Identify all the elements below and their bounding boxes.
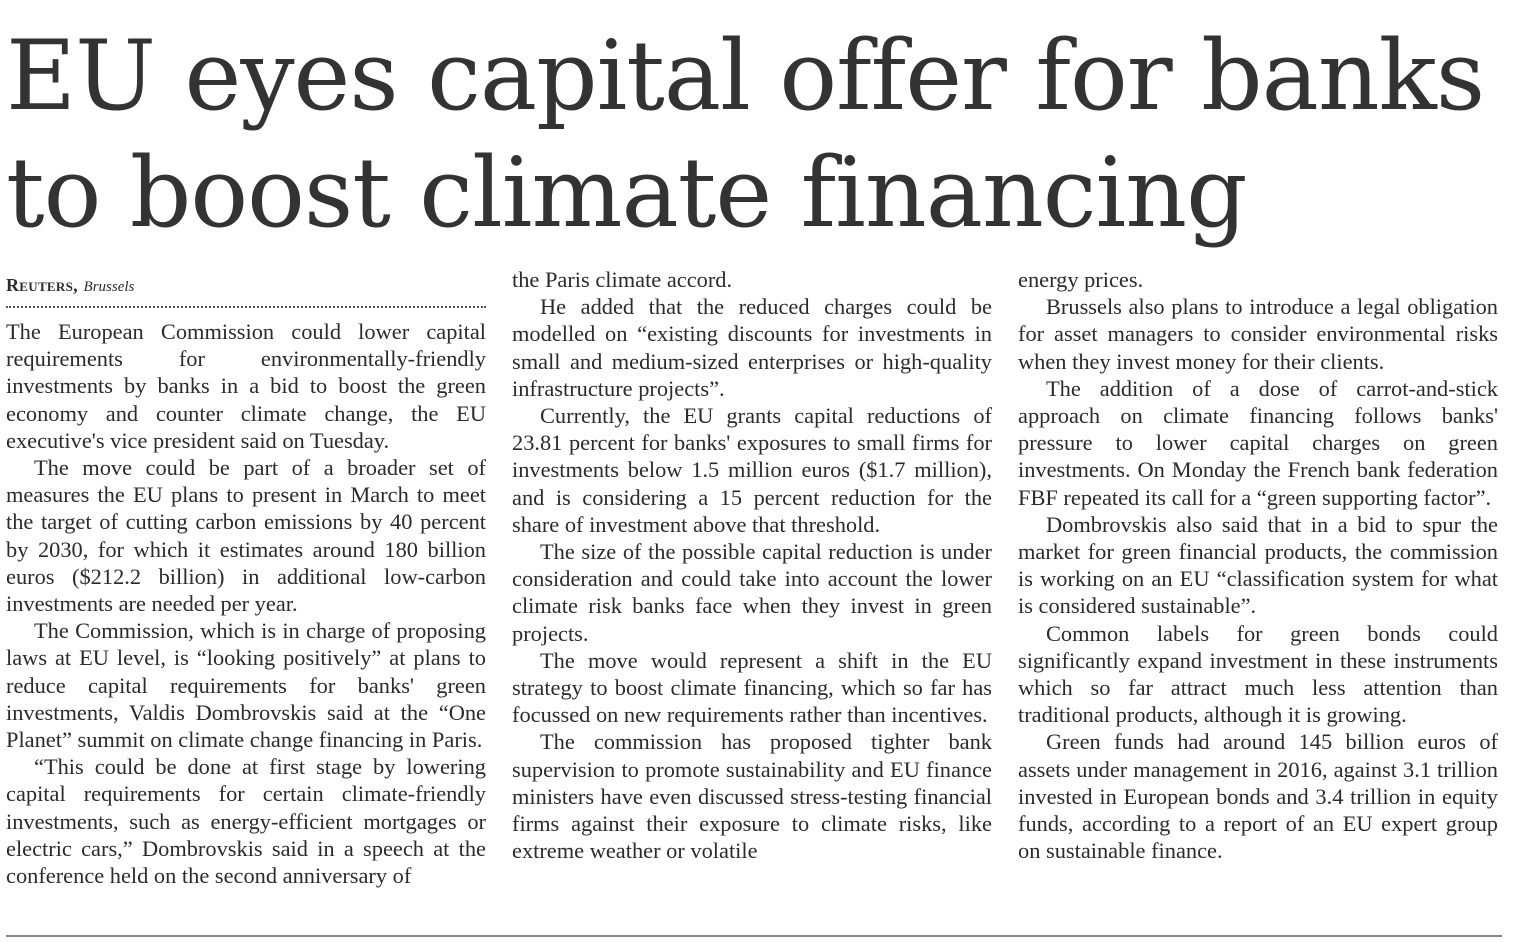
byline [6, 266, 486, 298]
byline-agency: Reuters, [6, 275, 78, 295]
paragraph-continuation: energy prices. [1018, 267, 1144, 292]
paragraph: The Commission, which is in charge of proposing laws at EU level, is “looking positively” at plans to reduce capital requirements for banks' green investments, Valdis Dombrovskis said at the “One Planet” summit on climate change financing in Paris. [6, 618, 486, 753]
dotted-divider [6, 306, 486, 308]
paragraph: “This could be done at first stage by lowering capital requirements for certain climate-friendly investments, such as energy-efficient mortgages or electric cars,” Dombrovskis said in a speech at the conference held on the second anniversary of [6, 754, 486, 889]
bottom-divider [6, 935, 1502, 937]
paragraph: The size of the possible capital reduction is under consideration and could take into account the lower climate risk banks face when they invest in green projects. [512, 539, 992, 646]
paragraph: The move could be part of a broader set of measures the EU plans to present in March to meet the target of cutting carbon emissions by 40 percent by 2030, for which it estimates around 180 billion euros ($212.2 billion) in additional low-carbon investments are needed per year. [6, 455, 486, 617]
headline-line-1: EU eyes capital offer for banks [6, 20, 1485, 132]
paragraph: The commission has proposed tighter bank supervision to promote sustainability and EU finance ministers have even discussed stress-testing financial firms against their exposure to climate risks, like extreme weather or volatile [512, 729, 992, 864]
paragraph: Common labels for green bonds could significantly expand investment in these instruments which so far attract much less attention than traditional products, although it is growing. [1018, 620, 1498, 728]
paragraph: Dombrovskis also said that in a bid to spur the market for green financial products, the commission is working on an EU “classification system for what is considered sustainable”. [1018, 511, 1498, 619]
paragraph: The move would represent a shift in the EU strategy to boost climate financing, which so far has focussed on new requirements rather than incentives. [512, 647, 992, 728]
byline-dateline: Brussels [83, 279, 135, 295]
paragraph: He added that the reduced charges could be modelled on “existing discounts for investments in small and medium-sized enterprises or high-quality infrastructure projects”. [512, 294, 992, 401]
article-column-1 [6, 266, 486, 889]
paragraph: Green funds had around 145 billion euros of assets under management in 2016, against 3.1 trillion invested in European bonds and 3.4 trillion in equity funds, according to a report of an EU expert group on sustainable finance. [1018, 729, 1498, 864]
paragraph: The addition of a dose of carrot-and-stick approach on climate financing follows banks' pressure to lower capital charges on green investments. On Monday the French bank federation FBF repeated its call for a “green supporting factor”. [1018, 375, 1498, 510]
article-column-2 [512, 266, 992, 864]
headline [6, 18, 1506, 252]
article-column-3 [1018, 266, 1498, 864]
paragraph-continuation: the Paris climate accord. [512, 267, 733, 292]
paragraph: Brussels also plans to introduce a legal obligation for asset managers to consider environmental risks when they invest money for their clients. [1018, 294, 1498, 374]
paragraph: Currently, the EU grants capital reductions of 23.81 percent for banks' exposures to small firms for investments below 1.5 million euros ($1.7 million), and is considering a 15 percent reduction for the share of investment above that threshold. [512, 403, 992, 537]
headline-line-2: to boost climate financing [6, 137, 1247, 249]
paragraph: The European Commission could lower capital requirements for environmentally-friendly investments by banks in a bid to boost the green economy and counter climate change, the EU executive's vice president said on Tuesday. [6, 319, 486, 453]
